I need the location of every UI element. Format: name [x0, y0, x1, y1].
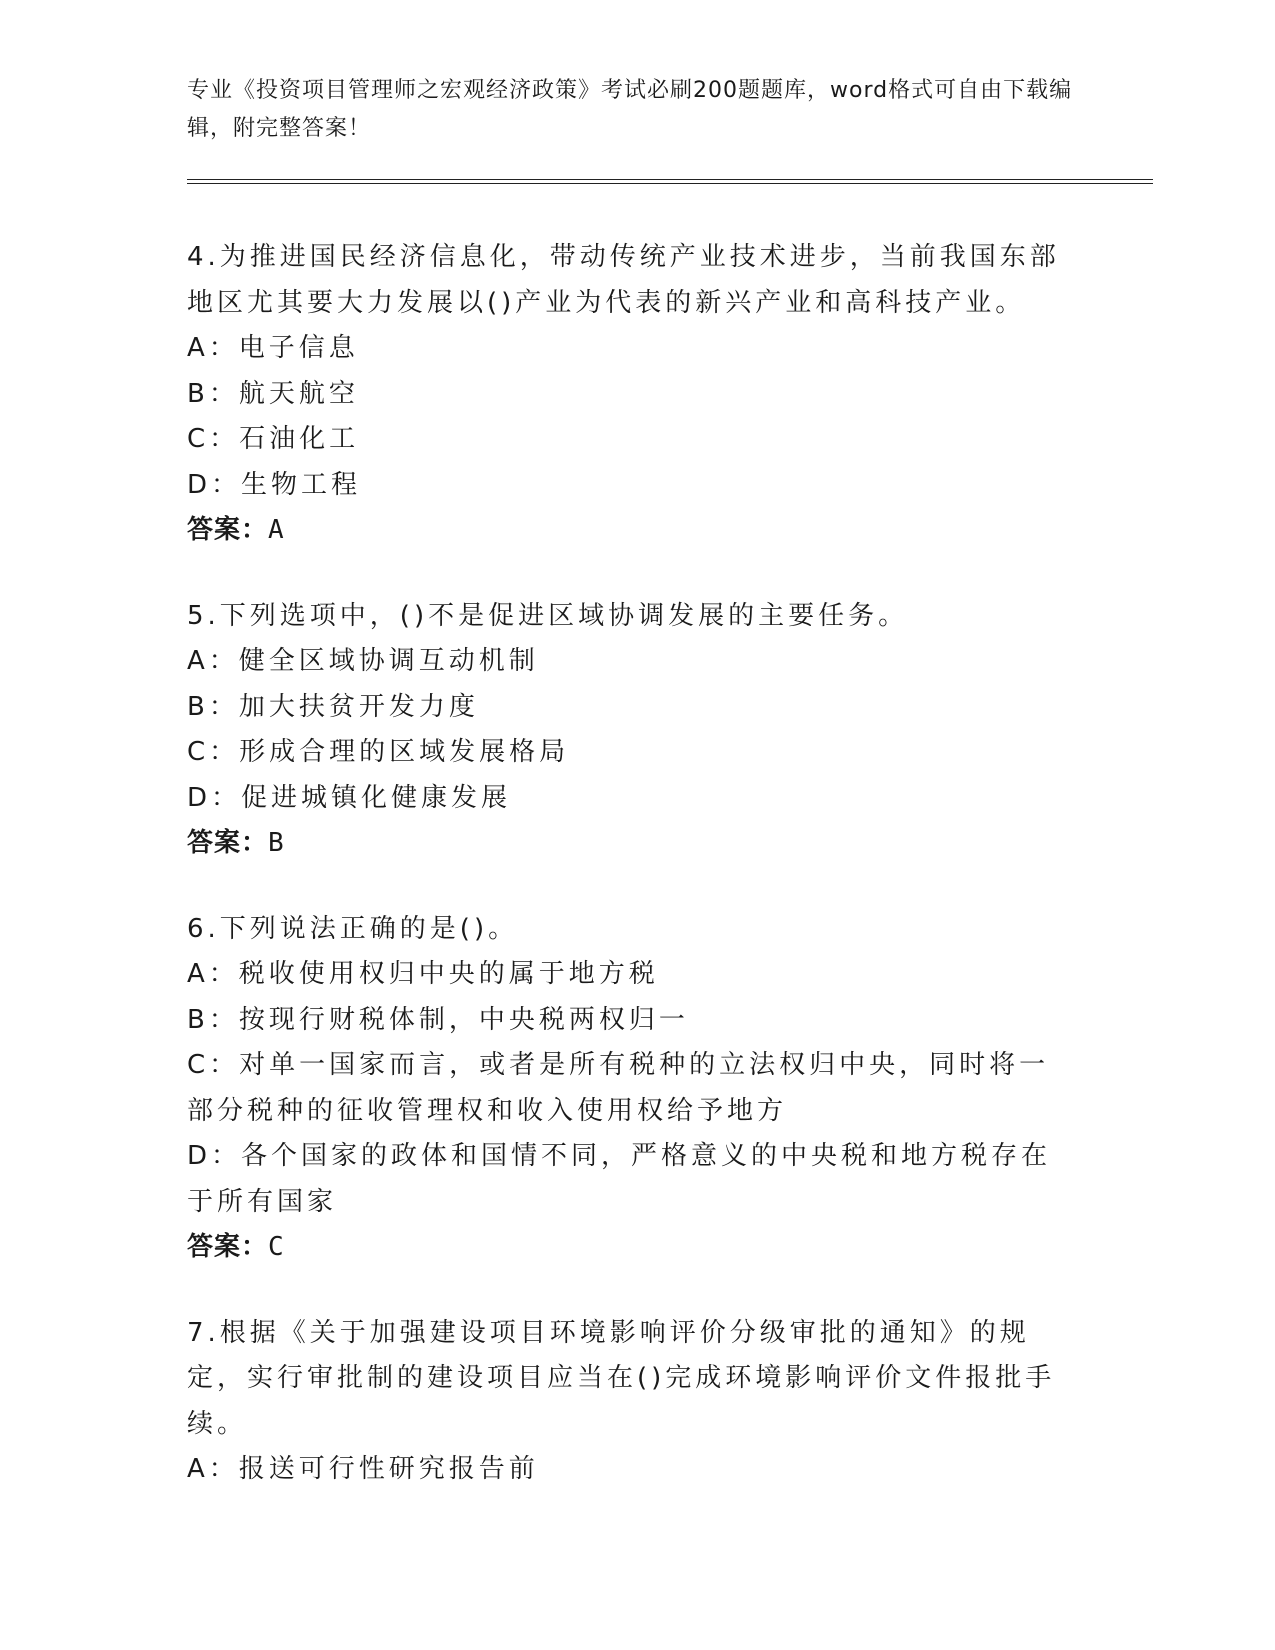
question-7: [187, 1311, 1077, 1493]
option-d: D：促进城镇化健康发展: [187, 782, 512, 813]
answer-value: C: [268, 1232, 285, 1262]
option-b: B：加大扶贫开发力度: [187, 691, 479, 722]
answer-value: B: [268, 828, 285, 858]
option-d: D：各个国家的政体和国情不同，严格意义的中央税和地方税存在于所有国家: [187, 1141, 1052, 1217]
answer-line: [187, 1225, 1077, 1271]
option-b: B：按现行财税体制，中央税两权归一: [187, 1004, 689, 1035]
option-a: A：报送可行性研究报告前: [187, 1454, 539, 1484]
question-4: [187, 235, 1077, 554]
option-a: A：电子信息: [187, 333, 359, 363]
option-c: C：石油化工: [187, 424, 360, 454]
header-divider-top: [187, 179, 1153, 180]
question-list: [187, 235, 1077, 1533]
answer-line: [187, 508, 1077, 554]
answer-label: 答案：: [187, 515, 269, 545]
document-intro: 专业《投资项目管理师之宏观经济政策》考试必刷200题题库，word格式可自由下载编辑，附完整答案！: [187, 78, 1073, 141]
question-5: [187, 594, 1077, 867]
question-stem: 4.为推进国民经济信息化，带动传统产业技术进步，当前我国东部地区尤其要大力发展以()产业为代表的新兴产业和高科技产业。: [187, 242, 1060, 318]
answer-label: 答案：: [187, 1232, 269, 1262]
option-a: A：税收使用权归中央的属于地方税: [187, 959, 659, 989]
header-divider-bottom: [187, 183, 1153, 184]
option-a: A：健全区域协调互动机制: [187, 646, 539, 676]
option-b: B：航天航空: [187, 378, 359, 409]
option-d: D：生物工程: [187, 469, 362, 500]
answer-label: 答案：: [187, 828, 269, 858]
answer-line: [187, 821, 1077, 867]
question-stem: 5.下列选项中，()不是促进区域协调发展的主要任务。: [187, 600, 909, 631]
question-6: [187, 907, 1077, 1271]
option-c: C：形成合理的区域发展格局: [187, 737, 570, 767]
answer-value: A: [268, 515, 285, 545]
option-c: C：对单一国家而言，或者是所有税种的立法权归中央，同时将一部分税种的征收管理权和收入使用权给予地方: [187, 1050, 1050, 1126]
question-stem: 7.根据《关于加强建设项目环境影响评价分级审批的通知》的规定，实行审批制的建设项目应当在()完成环境影响评价文件报批手续。: [187, 1317, 1056, 1439]
question-stem: 6.下列说法正确的是()。: [187, 913, 519, 944]
